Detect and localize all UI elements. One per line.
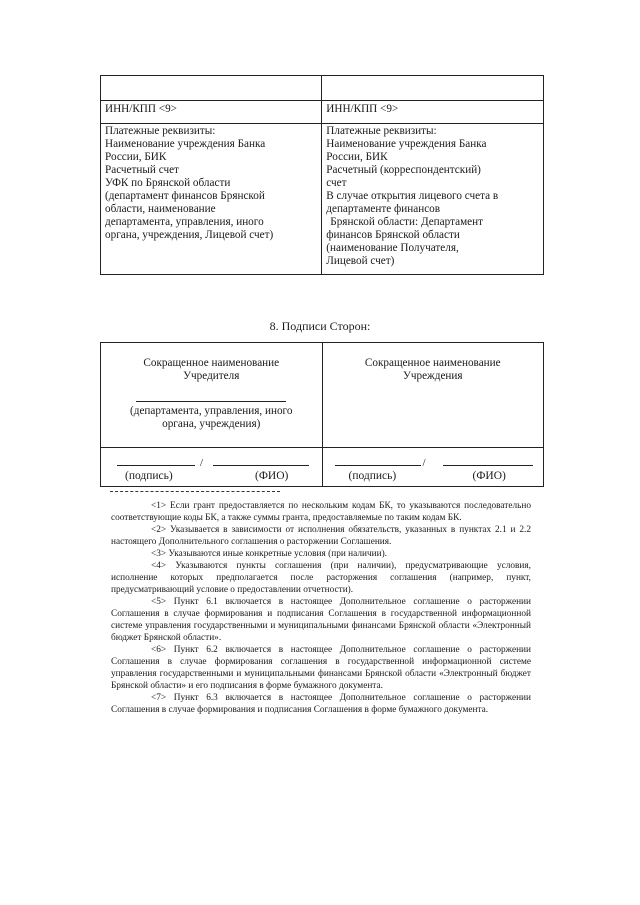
payment-right-line: В случае открытия лицевого счета в — [326, 190, 499, 202]
founder-fio-line — [213, 465, 309, 466]
payment-right-line: Наименование учреждения Банка — [326, 138, 487, 150]
requisites-blank-cell-left — [101, 76, 322, 101]
payment-right-line: России, БИК — [326, 151, 388, 163]
payment-left-line: департамента, управления, иного — [105, 216, 264, 228]
institution-signature-line — [335, 465, 421, 466]
payment-left-line: Расчетный счет — [105, 164, 179, 176]
inn-left: ИНН/КПП <9> — [101, 101, 322, 124]
institution-slash: / — [422, 457, 426, 469]
requisites-table — [100, 75, 544, 275]
payment-left-line: России, БИК — [105, 151, 167, 163]
payment-right-line: (наименование Получателя, — [326, 242, 459, 254]
payment-right-line: департаменте финансов — [326, 203, 441, 215]
signatures-sign-row — [101, 448, 544, 487]
payment-left-line: Наименование учреждения Банка — [105, 138, 266, 150]
founder-slash: / — [200, 457, 204, 469]
founder-signature-line — [117, 465, 195, 466]
payment-right-line: финансов Брянской области — [326, 229, 460, 241]
payment-row — [101, 124, 544, 275]
payment-left-line: (департамент финансов Брянской — [105, 190, 265, 202]
payment-details-left — [101, 124, 322, 275]
institution-sign-label: (подпись) — [348, 470, 397, 482]
footnote: <6> Пункт 6.2 включается в настоящее Дополнительное соглашение о расторжении Соглашения в случае формирования соглашения в государственной информационной системе управления государственными и муниципальными финансами Брянской области «Электронный бюджет Брянской области» и его подписания в форме бумажного документа. — [111, 645, 531, 691]
payment-left-line: органа, учреждения, Лицевой счет) — [105, 229, 274, 241]
institution-name: Сокращенное наименование Учреждения — [364, 357, 501, 382]
footnotes — [111, 500, 531, 716]
footnote-divider — [110, 491, 280, 492]
footnote: <1> Если грант предоставляется по нескольким кодам БК, то указываются последовательно соответствующие коды БК, а также суммы гранта, предоставляемые по таким кодам БК. — [111, 501, 531, 523]
payment-left-line: области, наименование — [105, 203, 216, 215]
footnote: <2> Указывается в зависимости от исполнения обязательств, указанных в пунктах 2.1 и 2.2 настоящего Дополнительного соглашения о расторжении Соглашения. — [111, 525, 531, 547]
inn-right: ИНН/КПП <9> — [322, 101, 544, 124]
payment-right-line: Брянской области: Департамент — [330, 216, 483, 228]
section-title: 8. Подписи Сторон: — [269, 319, 371, 333]
payment-right-line: Платежные реквизиты: — [326, 125, 437, 137]
requisites-blank-cell-right — [322, 76, 544, 101]
institution-sign-cell — [322, 448, 544, 487]
footnote: <4> Указываются пункты соглашения (при наличии), предусматривающие условия, исполнение которых предполагается после расторжения соглашения (например, пункт, предусматривающий условие о предоставлении отчетности). — [111, 561, 531, 595]
founder-cell — [101, 343, 323, 448]
payment-right-line: Расчетный (корреспондентский) — [326, 164, 481, 176]
institution-fio-label: (ФИО) — [472, 470, 506, 482]
payment-details-right — [322, 124, 544, 275]
institution-fio-line — [443, 465, 533, 466]
inn-row — [101, 101, 544, 124]
footnote: <7> Пункт 6.3 включается в настоящее Дополнительное соглашение о расторжении Соглашения в случае формирования и подписания Соглашения в форме бумажного документа. — [111, 693, 531, 715]
payment-right-line: счет — [326, 177, 347, 189]
footnote: <5> Пункт 6.1 включается в настоящее Дополнительное соглашение о расторжении Соглашения в случае формирования и подписания Соглашения в государственной информационной системе управления государственными и муниципальными финансами Брянской области «Электронный бюджет Брянской области». — [111, 597, 531, 643]
payment-right-line: Лицевой счет) — [326, 255, 395, 267]
footnote: <3> Указываются иные конкретные условия (при наличии). — [151, 549, 387, 559]
founder-name-underline — [136, 401, 286, 402]
requisites-blank-row — [101, 76, 544, 101]
founder-fio-label: (ФИО) — [255, 470, 289, 482]
payment-left-line: Платежные реквизиты: — [105, 125, 216, 137]
founder-sign-label: (подпись) — [125, 470, 173, 482]
signatures-table — [100, 342, 544, 487]
institution-cell — [322, 343, 544, 448]
signatures-names-row — [101, 343, 544, 448]
payment-left-line: УФК по Брянской области — [105, 177, 231, 189]
founder-subtitle: (департамента, управления, иного органа, учреждения) — [130, 405, 293, 430]
founder-sign-cell — [101, 448, 323, 487]
founder-name: Сокращенное наименование Учредителя — [143, 357, 280, 382]
